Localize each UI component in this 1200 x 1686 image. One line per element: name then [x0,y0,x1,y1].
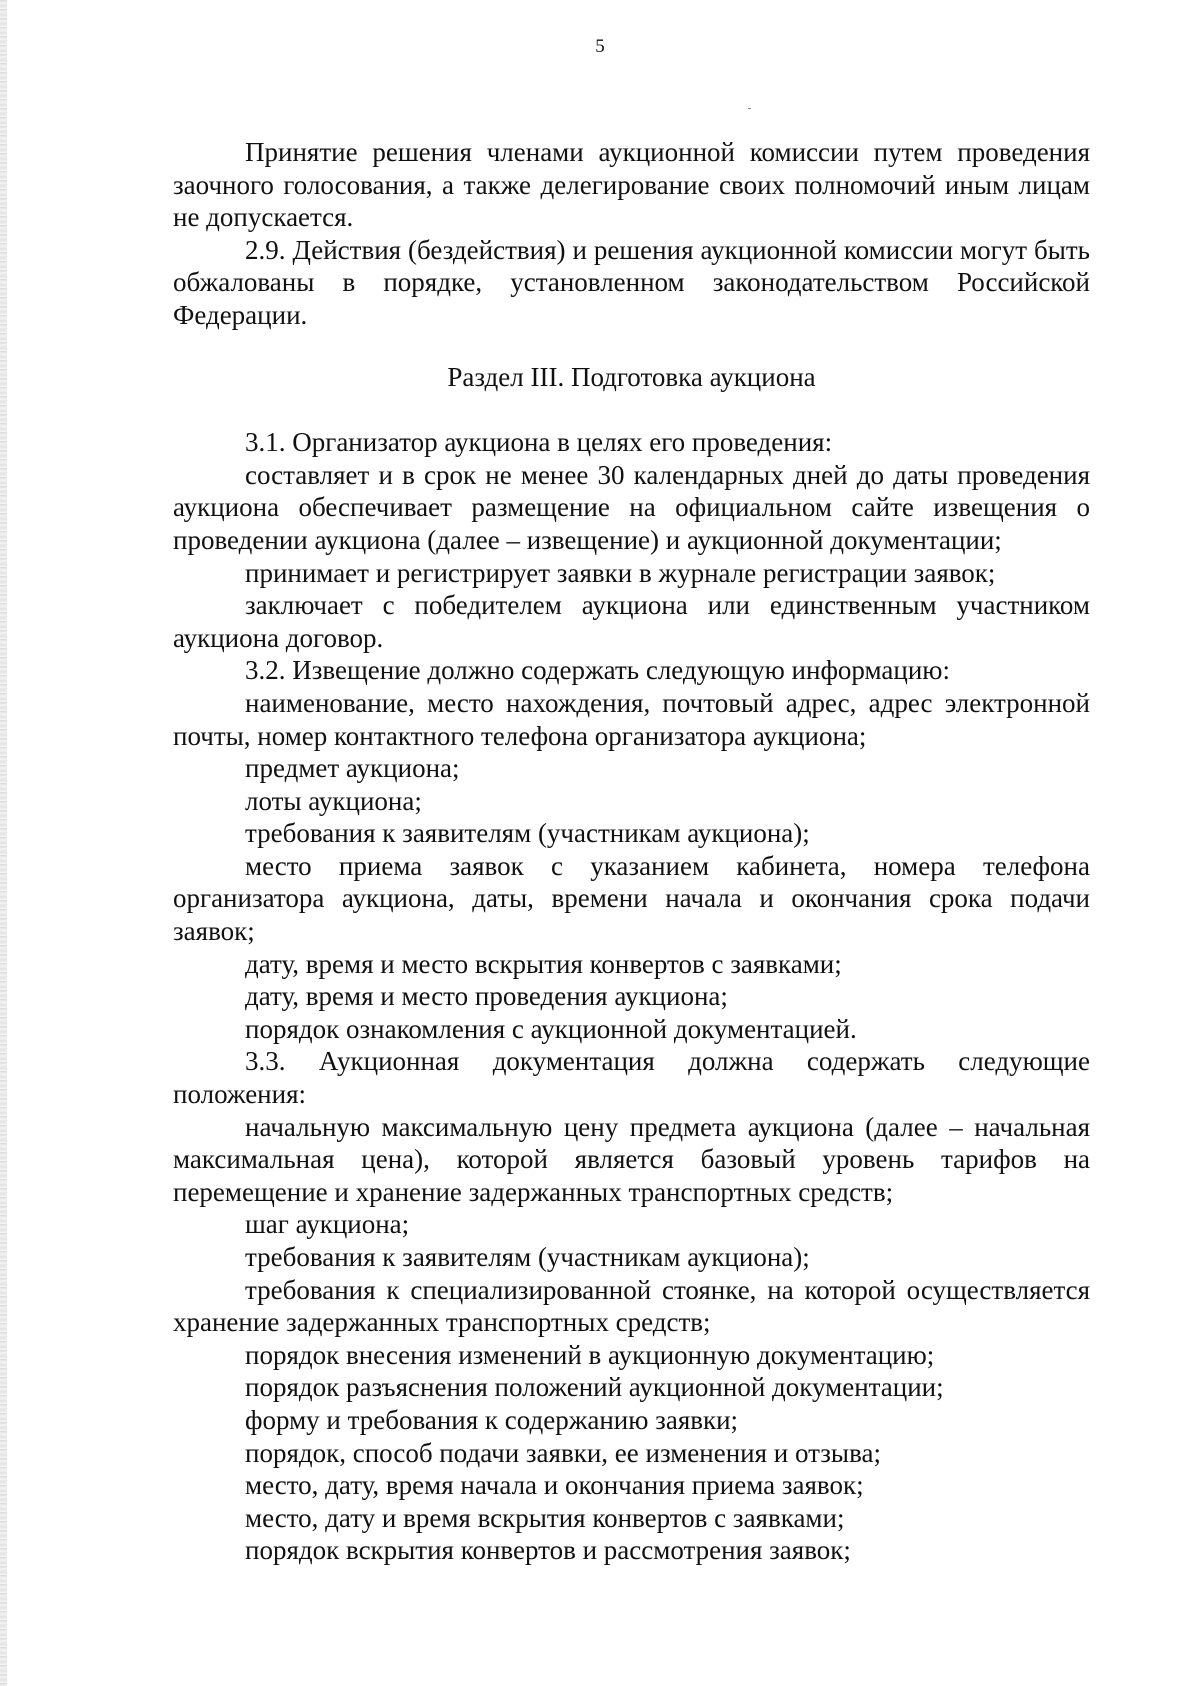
paragraph: принимает и регистрирует заявки в журнале регистрации заявок; [245,557,996,588]
paragraph: требования к специализированной стоянке, на которой осуществляется хранение задержанных транспортных средств; [173,1274,1090,1338]
paragraph: требования к заявителям (участникам аукциона); [245,1242,810,1272]
paragraph: порядок, способ подачи заявки, ее изменения и отзыва; [245,1437,881,1468]
paragraph: 3.2. Извещение должно содержать следующую информацию: [245,655,950,686]
paragraph: 3.3. Аукционная документация должна содержать следующие положения: [173,1046,1090,1110]
section-heading: Раздел III. Подготовка аукциона [447,361,816,392]
paragraph: шаг аукциона; [245,1209,410,1240]
scan-speck [748,108,751,109]
paragraph: порядок ознакомления с аукционной документацией. [245,1013,857,1044]
paragraph: предмет аукциона; [245,753,460,784]
paragraph: составляет и в срок не менее 30 календарных дней до даты проведения аукциона обеспечивает размещение на официальном сайте извещения о проведении аукциона (далее – извещение) и аукционной документации; [173,459,1090,555]
paragraph: дату, время и место проведения аукциона; [245,981,728,1012]
paragraph: лоты аукциона; [245,785,422,816]
paragraph: дату, время и место вскрытия конвертов с заявками; [245,948,842,979]
paragraph: 2.9. Действия (бездействия) и решения аукционной комиссии могут быть обжалованы в порядке, установленном законодательством Российской Федерации. [173,234,1090,330]
paragraph: порядок внесения изменений в аукционную документацию; [245,1339,935,1370]
paragraph: место, дату и время вскрытия конвертов с заявками; [245,1502,845,1533]
paragraph: место, дату, время начала и окончания приема заявок; [245,1470,864,1501]
paragraph: 3.1. Организатор аукциона в целях его проведения: [245,427,833,458]
paragraph: Принятие решения членами аукционной комиссии путем проведения заочного голосования, а также делегирование своих полномочий иным лицам не допускается. [173,137,1090,233]
paragraph: наименование, место нахождения, почтовый адрес, адрес электронной почты, номер контактного телефона организатора аукциона; [173,687,1090,751]
document-body [173,136,1090,1567]
paragraph: начальную максимальную цену предмета аукциона (далее – начальная максимальная цена), которой является базовый уровень тарифов на перемещение и хранение задержанных транспортных средств; [173,1111,1090,1207]
paragraph: порядок разъяснения положений аукционной документации; [245,1372,944,1403]
page-number: 5 [595,36,605,57]
paragraph: заключает с победителем аукциона или единственным участником аукциона договор. [173,590,1090,653]
paragraph: требования к заявителям (участникам аукциона); [245,818,810,849]
paragraph: порядок вскрытия конвертов и рассмотрения заявок; [245,1535,851,1566]
paragraph: форму и требования к содержанию заявки; [245,1404,739,1435]
scan-edge [0,0,7,1686]
paragraph: место приема заявок с указанием кабинета, номера телефона организатора аукциона, даты, времени начала и окончания срока подачи заявок; [173,850,1090,947]
